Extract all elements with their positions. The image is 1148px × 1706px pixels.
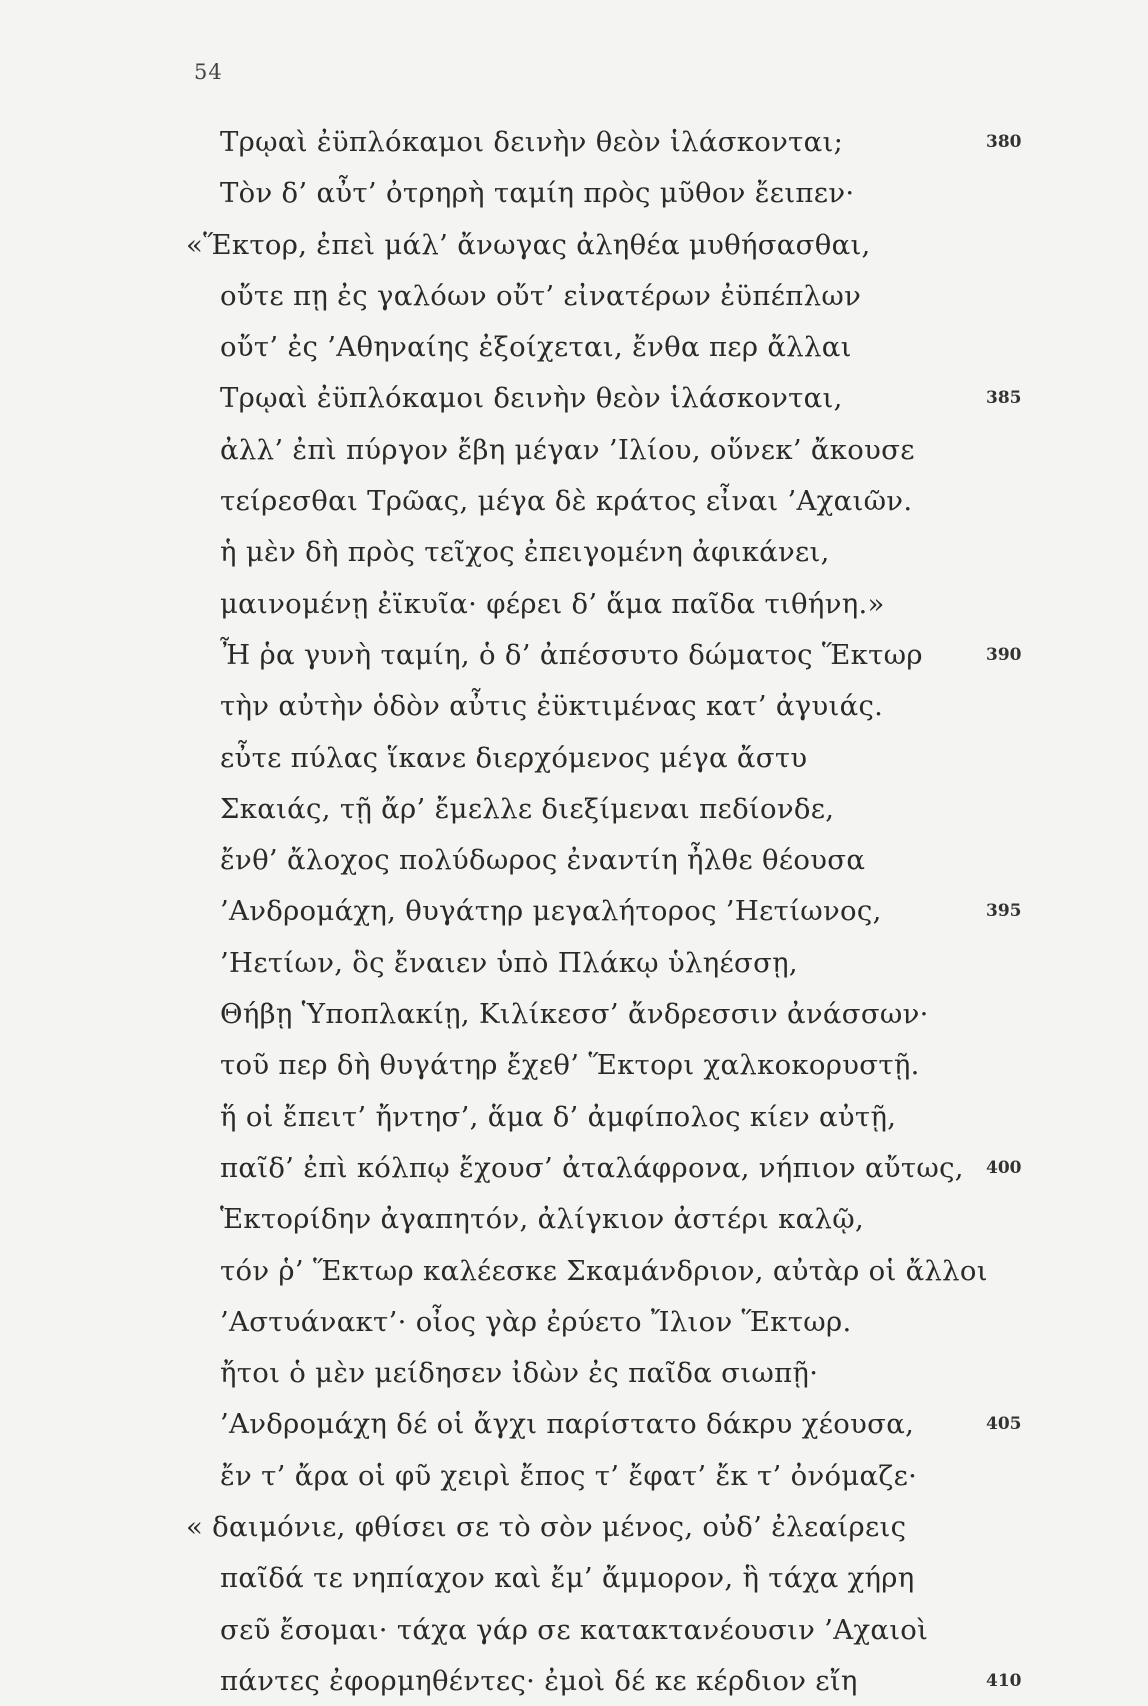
line-number: 390 xyxy=(986,644,1022,665)
verse-line xyxy=(0,219,1148,270)
line-number: 395 xyxy=(986,901,1022,922)
line-number: 380 xyxy=(986,132,1022,152)
verse-text: πάντες ἐφορμηθέντες· ἐμοὶ δέ κε κέρδιον εἴη xyxy=(220,1664,858,1697)
verse-text: Τρῳαὶ ἐϋπλόκαμοι δεινὴν θεὸν ἱλάσκονται, xyxy=(220,382,843,415)
verse-line xyxy=(0,1655,1148,1706)
verse-text: ἔν τ’ ἄρα οἱ φῦ χειρὶ ἔπος τ’ ἔφατ’ ἔκ τ’ ὀνόμαζε· xyxy=(220,1459,918,1492)
verse-line xyxy=(0,732,1148,783)
verse-text: Ἑκτορίδην ἀγαπητόν, ἀλίγκιον ἀστέρι καλῷ, xyxy=(220,1203,864,1236)
verse-text: τείρεσθαι Τρῶας, μέγα δὲ κράτος εἶναι ’Αχαιῶν. xyxy=(220,485,913,518)
verse-text: τὴν αὐτὴν ὁδὸν αὖτις ἐϋκτιμένας κατ’ ἀγυιάς. xyxy=(220,690,884,723)
verse-line xyxy=(0,1604,1148,1655)
verse-line xyxy=(0,372,1148,423)
verse-text: ἔνθ’ ἄλοχος πολύδωρος ἐναντίη ἦλθε θέουσα xyxy=(220,844,866,877)
verse-line xyxy=(0,167,1148,218)
verse-text: τοῦ περ δὴ θυγάτηρ ἔχεθ’ Ἕκτορι χαλκοκορυστῇ. xyxy=(220,1049,920,1082)
verse-text: παῖδ’ ἐπὶ κόλπῳ ἔχουσ’ ἀταλάφρονα, νήπιον αὔτως, xyxy=(220,1151,964,1184)
verse-text: ἀλλ’ ἐπὶ πύργον ἔβη μέγαν ’Ιλίου, οὕνεκ’ ἄκουσε xyxy=(220,433,915,466)
verse-text: « δαιμόνιε, φθίσει σε τὸ σὸν μένος, οὐδ’ ἐλεαίρεις xyxy=(186,1511,907,1544)
verse-text: οὔτε πῃ ἐς γαλόων οὔτ’ εἰνατέρων ἐϋπέπλων xyxy=(220,279,862,312)
verse-text: ’Αστυάνακτ’· οἶος γὰρ ἐρύετο Ἴλιον Ἕκτωρ. xyxy=(220,1305,852,1338)
line-number: 410 xyxy=(986,1670,1022,1691)
verse-line xyxy=(0,885,1148,936)
verse-text: «Ἕκτορ, ἐπεὶ μάλ’ ἄνωγας ἀληθέα μυθήσασθαι, xyxy=(186,228,871,261)
page-number: 54 xyxy=(194,60,223,84)
verse-line xyxy=(0,680,1148,731)
verse-text: τόν ῥ’ Ἕκτωρ καλέεσκε Σκαμάνδριον, αὐτὰρ οἱ ἄλλοι xyxy=(220,1254,988,1287)
verse-text: εὖτε πύλας ἵκανε διερχόμενος μέγα ἄστυ xyxy=(220,741,808,774)
verse-text: οὔτ’ ἐς ’Αθηναίης ἐξοίχεται, ἔνθα περ ἄλλαι xyxy=(220,331,852,364)
verse-line xyxy=(0,1450,1148,1501)
verse-text: ’Ηετίων, ὃς ἔναιεν ὑπὸ Πλάκῳ ὑληέσσῃ, xyxy=(220,946,798,979)
verse-text: ἡ μὲν δὴ πρὸς τεῖχος ἐπειγομένη ἀφικάνει, xyxy=(220,536,830,569)
verse-line xyxy=(0,988,1148,1039)
verse-line xyxy=(0,1552,1148,1603)
poem-text xyxy=(0,116,1148,1706)
verse-line xyxy=(0,1193,1148,1244)
verse-line xyxy=(0,1142,1148,1193)
verse-text: Τὸν δ’ αὖτ’ ὀτρηρὴ ταμίη πρὸς μῦθον ἔειπεν· xyxy=(220,177,855,210)
verse-text: ἥ οἱ ἔπειτ’ ἤντησ’, ἅμα δ’ ἀμφίπολος κίεν αὐτῇ, xyxy=(220,1100,897,1133)
verse-text: Τρῳαὶ ἐϋπλόκαμοι δεινὴν θεὸν ἱλάσκονται; xyxy=(220,126,844,158)
line-number: 385 xyxy=(986,388,1022,409)
verse-line xyxy=(0,116,1148,167)
line-number: 400 xyxy=(986,1157,1022,1178)
verse-text: ’Ανδρομάχη, θυγάτηρ μεγαλήτορος ’Ηετίωνος, xyxy=(220,895,882,928)
verse-line xyxy=(0,834,1148,885)
verse-text: σεῦ ἔσομαι· τάχα γάρ σε κατακτανέουσιν ’Αχαιοὶ xyxy=(220,1613,929,1646)
verse-line xyxy=(0,1039,1148,1090)
verse-line xyxy=(0,629,1148,680)
verse-text: ’Ανδρομάχη δέ οἱ ἄγχι παρίστατο δάκρυ χέουσα, xyxy=(220,1408,915,1441)
verse-line xyxy=(0,475,1148,526)
verse-line xyxy=(0,321,1148,372)
verse-line xyxy=(0,1091,1148,1142)
verse-line xyxy=(0,1296,1148,1347)
verse-text: Θήβῃ Ὑποπλακίῃ, Κιλίκεσσ’ ἄνδρεσσιν ἀνάσσων· xyxy=(220,998,929,1031)
verse-line xyxy=(0,1398,1148,1449)
verse-text: Σκαιάς, τῇ ἄρ’ ἔμελλε διεξίμεναι πεδίονδε, xyxy=(220,792,835,825)
verse-line xyxy=(0,1501,1148,1552)
verse-text: ἤτοι ὁ μὲν μείδησεν ἰδὼν ἐς παῖδα σιωπῇ· xyxy=(220,1357,819,1390)
verse-line xyxy=(0,270,1148,321)
verse-line xyxy=(0,424,1148,475)
verse-line xyxy=(0,526,1148,577)
verse-line xyxy=(0,1347,1148,1398)
verse-line xyxy=(0,783,1148,834)
verse-text: μαινομένῃ ἐϊκυῖα· φέρει δ’ ἅμα παῖδα τιθήνη.» xyxy=(220,587,885,620)
verse-text: παῖδά τε νηπίαχον καὶ ἔμ’ ἄμμορον, ἣ τάχα χήρη xyxy=(220,1562,915,1595)
verse-text: Ἦ ῥα γυνὴ ταμίη, ὁ δ’ ἀπέσσυτο δώματος Ἕκτωρ xyxy=(220,638,923,671)
line-number: 405 xyxy=(986,1414,1022,1435)
verse-line xyxy=(0,578,1148,629)
verse-line xyxy=(0,937,1148,988)
verse-line xyxy=(0,1245,1148,1296)
